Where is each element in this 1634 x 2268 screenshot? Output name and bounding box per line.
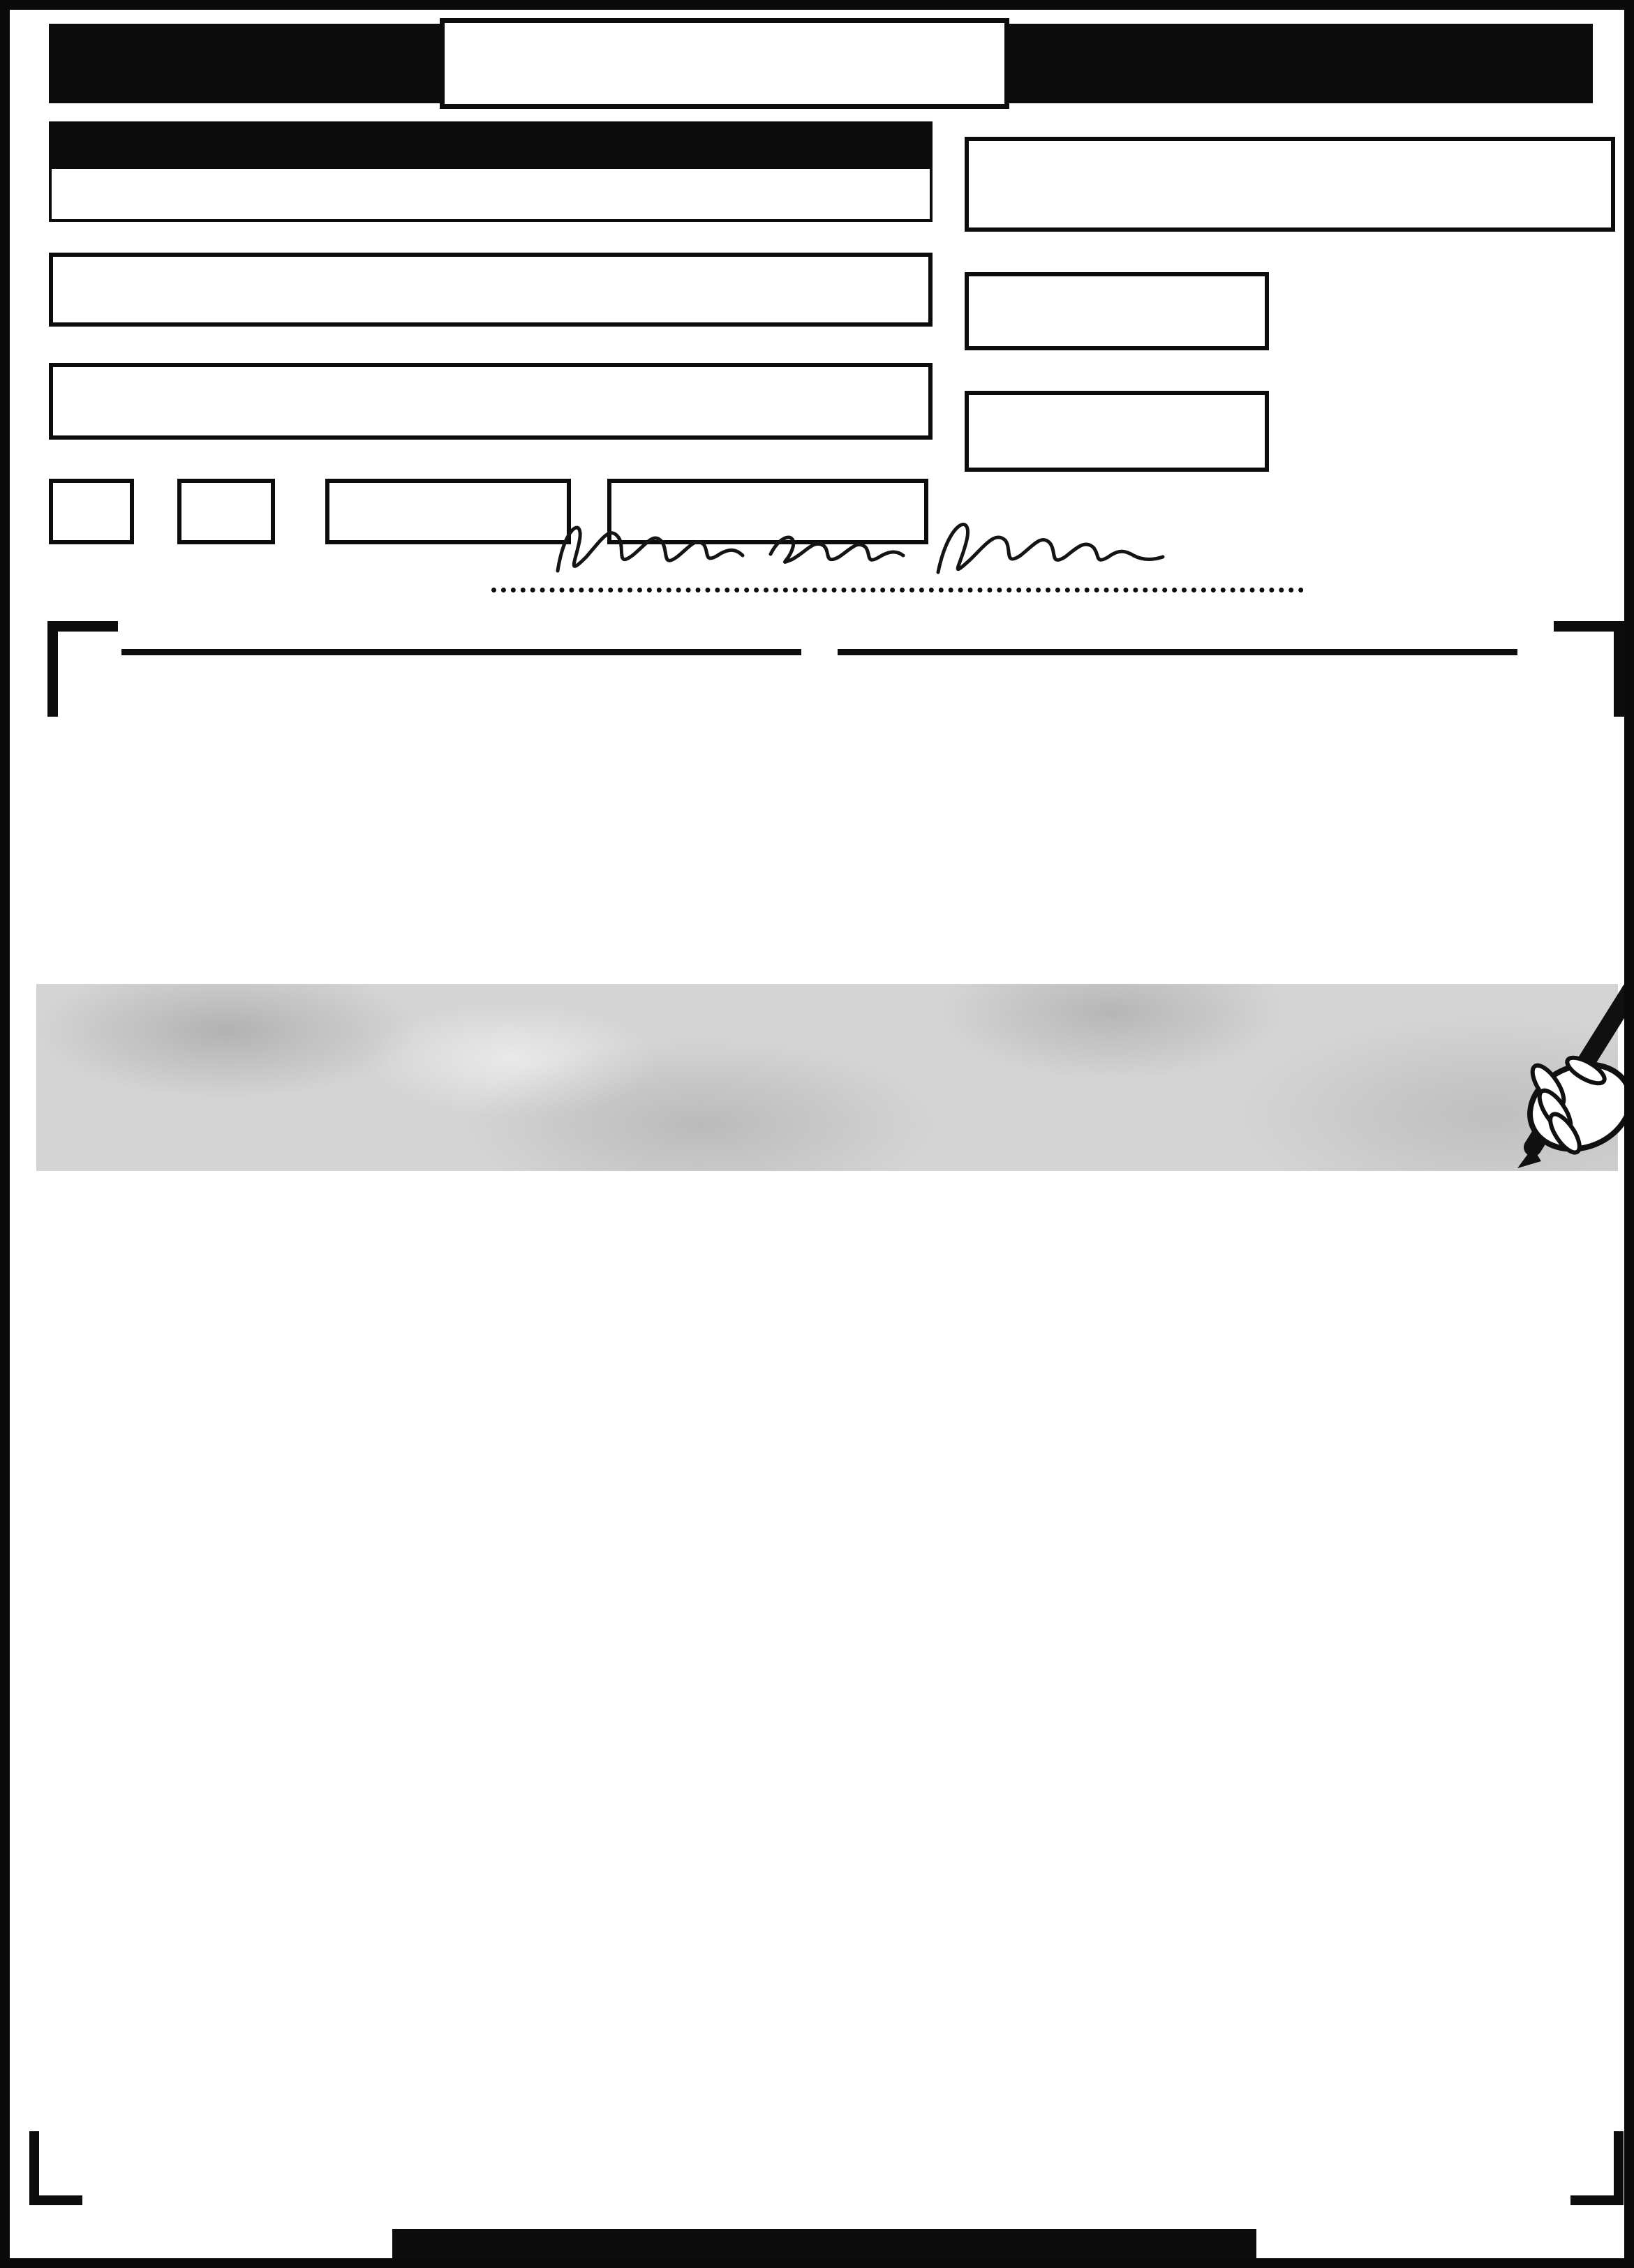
- grade-badge: [1009, 24, 1593, 103]
- exam-title: [440, 18, 1009, 109]
- card-title: [49, 24, 440, 103]
- nascimento-field[interactable]: [965, 272, 1269, 350]
- applicator-bar-title: [52, 124, 930, 169]
- corner-mark-bottom-right: [1570, 2131, 1624, 2205]
- turma-field[interactable]: [177, 479, 275, 544]
- signature-dotted-line: [491, 588, 1304, 592]
- corner-mark-bottom-left: [29, 2131, 82, 2205]
- divider-line: [121, 649, 801, 655]
- header: [49, 24, 1593, 103]
- corner-mark-top-right: [1554, 621, 1624, 717]
- corner-mark-top-left: [47, 621, 118, 717]
- student-signature[interactable]: [491, 507, 1308, 590]
- bottom-registration-bar: [392, 2229, 1256, 2258]
- local-field[interactable]: [49, 253, 933, 327]
- divider-line: [838, 649, 1517, 655]
- applicator-box: [49, 121, 933, 222]
- serie-field[interactable]: [49, 479, 134, 544]
- fill-example-band: [36, 984, 1618, 1171]
- aplicacao-field[interactable]: [965, 391, 1269, 472]
- hand-with-pen-icon: [1421, 981, 1631, 1184]
- nome-field[interactable]: [49, 363, 933, 440]
- status-options-row: [52, 169, 930, 222]
- qr-code: [1362, 237, 1594, 456]
- municipio-field[interactable]: [965, 137, 1615, 232]
- instructions-header: [121, 649, 1517, 655]
